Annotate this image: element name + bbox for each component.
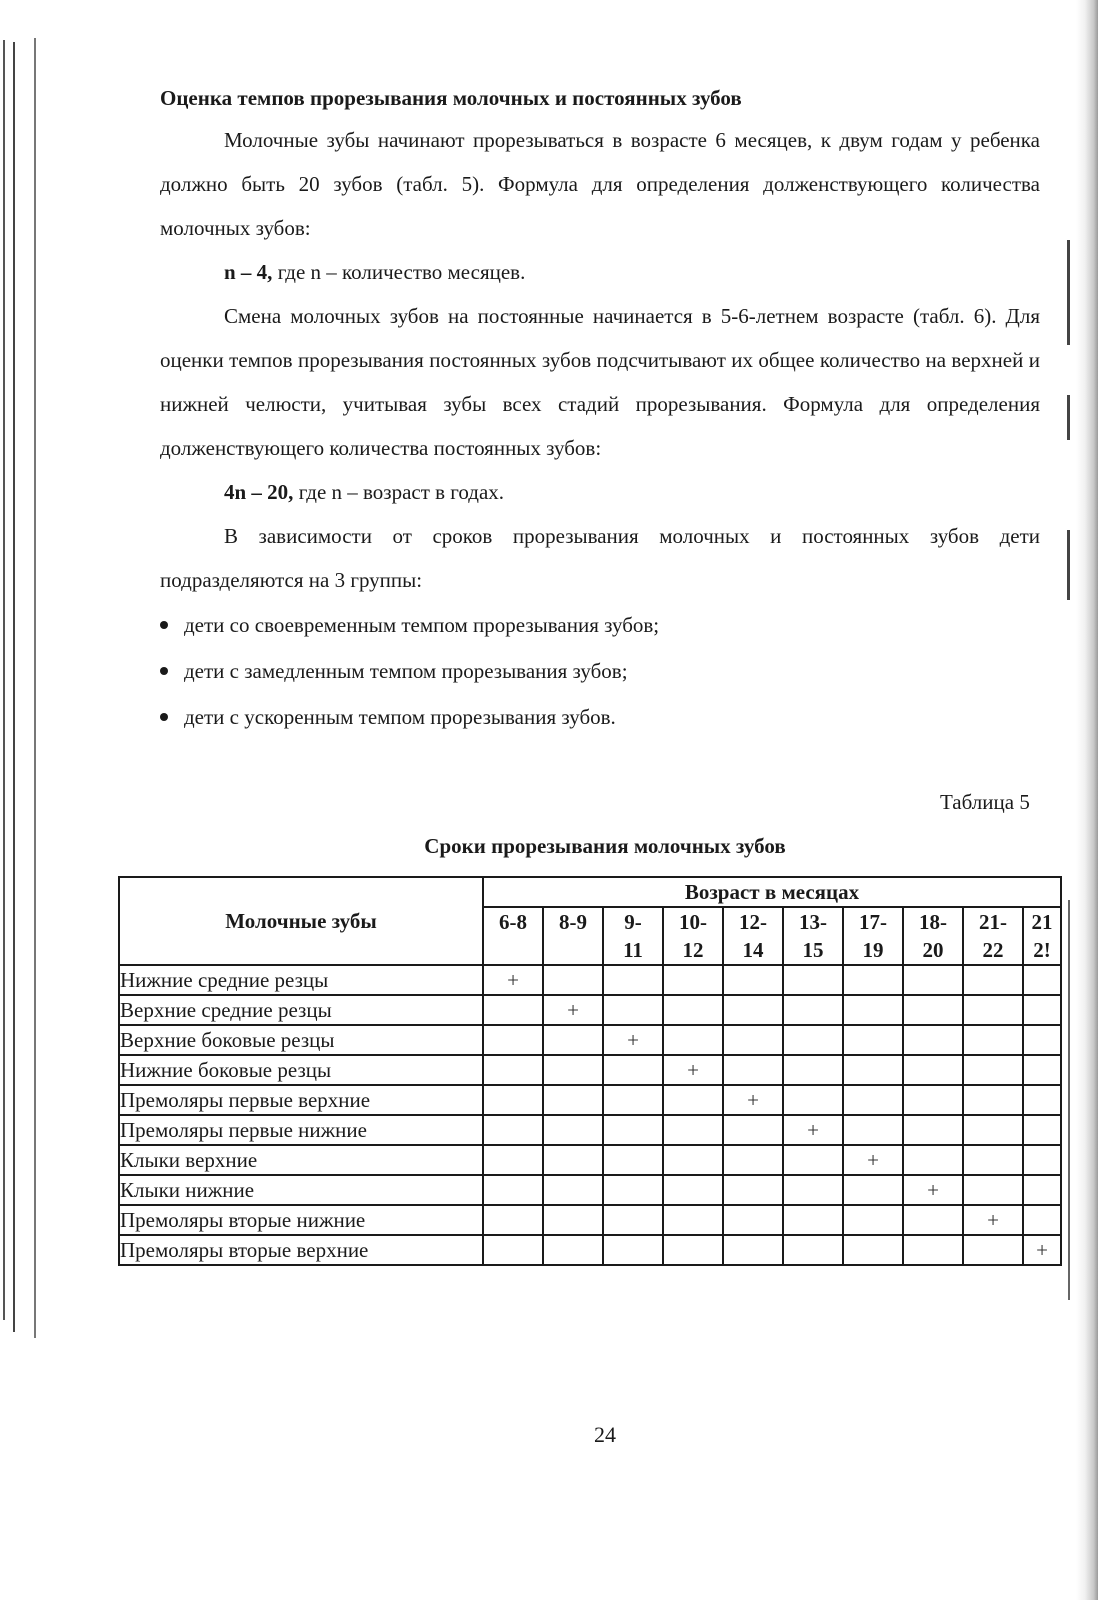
eruption-cell [903, 1205, 963, 1235]
eruption-cell [963, 1085, 1023, 1115]
eruption-cell [903, 1145, 963, 1175]
tooth-name: Премоляры первые нижние [119, 1115, 483, 1145]
age-range-end: 12 [682, 938, 704, 962]
eruption-cell [663, 1085, 723, 1115]
eruption-mark: + [843, 1145, 903, 1175]
eruption-cell [723, 1235, 783, 1265]
eruption-cell [663, 1145, 723, 1175]
age-range-end: 14 [742, 938, 764, 962]
paragraph-groups-intro: В зависимости от сроков прорезывания молочных и постоянных зубов дети подразделяются на 3 группы: [160, 524, 1040, 592]
eruption-mark: + [963, 1205, 1023, 1235]
table-row [119, 1235, 1061, 1265]
age-range-start: 18- [919, 910, 947, 934]
age-column-header [723, 907, 783, 965]
table-label: Таблица 5 [940, 790, 1030, 814]
eruption-mark: + [483, 965, 543, 995]
formula-milk-teeth [160, 250, 1040, 294]
tooth-name: Премоляры вторые нижние [119, 1205, 483, 1235]
tooth-name: Премоляры первые верхние [119, 1085, 483, 1115]
eruption-cell [783, 1085, 843, 1115]
eruption-cell [903, 1115, 963, 1145]
age-column-header [963, 907, 1023, 965]
age-range-start: 9- [624, 910, 642, 934]
eruption-cell [483, 1235, 543, 1265]
eruption-cell [723, 965, 783, 995]
eruption-cell [663, 965, 723, 995]
eruption-cell [663, 1115, 723, 1145]
eruption-cell [903, 995, 963, 1025]
eruption-cell [603, 1235, 663, 1265]
eruption-cell [663, 995, 723, 1025]
eruption-cell [843, 1205, 903, 1235]
eruption-cell [843, 1175, 903, 1205]
scan-right-shadow [1076, 0, 1098, 1600]
age-range-end: 15 [802, 938, 824, 962]
list-item: дети с замедленным темпом прорезывания зубов; [160, 648, 1040, 694]
eruption-cell [783, 1205, 843, 1235]
age-column-header [483, 907, 543, 965]
eruption-cell [903, 1025, 963, 1055]
eruption-cell [723, 1175, 783, 1205]
eruption-cell [1023, 1175, 1061, 1205]
table-row [119, 1055, 1061, 1085]
groups-list [160, 602, 1040, 740]
eruption-cell [843, 965, 903, 995]
eruption-cell [483, 1115, 543, 1145]
eruption-cell [663, 1205, 723, 1235]
eruption-cell [543, 1115, 603, 1145]
age-range-start: 6-8 [499, 910, 527, 934]
eruption-cell [723, 1025, 783, 1055]
formula-permanent-teeth [160, 470, 1040, 514]
age-group-header: Возраст в месяцах [483, 877, 1061, 907]
eruption-cell [1023, 1085, 1061, 1115]
eruption-mark: + [903, 1175, 963, 1205]
scan-edge-line [34, 38, 36, 1338]
eruption-cell [483, 1025, 543, 1055]
eruption-cell [543, 1055, 603, 1085]
eruption-cell [603, 995, 663, 1025]
eruption-cell [723, 1205, 783, 1235]
eruption-cell [843, 1025, 903, 1055]
list-item: дети с ускоренным темпом прорезывания зубов. [160, 694, 1040, 740]
table-row [119, 995, 1061, 1025]
page-body [160, 78, 1040, 740]
tooth-name: Нижние средние резцы [119, 965, 483, 995]
eruption-cell [1023, 1205, 1061, 1235]
tooth-name: Клыки нижние [119, 1175, 483, 1205]
formula-permanent-explanation: где n – возраст в годах. [293, 480, 505, 504]
eruption-cell [603, 1145, 663, 1175]
table-row [119, 1085, 1061, 1115]
age-range-end: 22 [982, 938, 1004, 962]
eruption-cell [663, 1025, 723, 1055]
scan-edge-line [13, 42, 15, 1332]
eruption-cell [723, 995, 783, 1025]
eruption-cell [843, 995, 903, 1025]
age-range-end: 11 [623, 938, 643, 962]
eruption-cell [483, 995, 543, 1025]
eruption-cell [543, 1205, 603, 1235]
tooth-name: Премоляры вторые верхние [119, 1235, 483, 1265]
eruption-cell [783, 995, 843, 1025]
eruption-cell [1023, 1115, 1061, 1145]
eruption-cell [783, 1235, 843, 1265]
age-column-header [783, 907, 843, 965]
formula-permanent-expression: 4n – 20, [224, 480, 294, 504]
eruption-table [118, 876, 1062, 1266]
eruption-cell [963, 1145, 1023, 1175]
age-range-start: 10- [679, 910, 707, 934]
table-row [119, 1175, 1061, 1205]
eruption-cell [603, 1175, 663, 1205]
eruption-cell [483, 1205, 543, 1235]
table-row [119, 1205, 1061, 1235]
age-range-start: 21- [979, 910, 1007, 934]
eruption-cell [843, 1055, 903, 1085]
scan-mark [1067, 395, 1070, 440]
table-title: Сроки прорезывания молочных зубов [424, 834, 786, 858]
eruption-cell [783, 1175, 843, 1205]
age-column-header [903, 907, 963, 965]
age-column-header [1023, 907, 1061, 965]
eruption-cell [1023, 965, 1061, 995]
eruption-cell [843, 1115, 903, 1145]
eruption-cell [963, 1025, 1023, 1055]
eruption-mark: + [603, 1025, 663, 1055]
table-body [119, 965, 1061, 1265]
eruption-cell [543, 1235, 603, 1265]
eruption-cell [483, 1055, 543, 1085]
age-range-start: 8-9 [559, 910, 587, 934]
age-range-end [544, 936, 602, 964]
page-number: 24 [594, 1422, 616, 1447]
eruption-cell [903, 965, 963, 995]
eruption-cell [963, 995, 1023, 1025]
eruption-mark: + [1023, 1235, 1061, 1265]
paragraph-permanent-teeth: Смена молочных зубов на постоянные начинается в 5-6-летнем возрасте (табл. 6). Для оценки темпов прорезывания постоянных зубов подсчитывают их общее количество на верхней и нижней челюсти, учитывая зубы всех стадий прорезывания. Формула для определения долженствующего количества постоянных зубов: [160, 304, 1040, 460]
eruption-cell [1023, 1145, 1061, 1175]
age-range-end: 2! [1033, 938, 1051, 962]
scan-mark [1068, 900, 1070, 1300]
age-range-start: 17- [859, 910, 887, 934]
eruption-cell [903, 1055, 963, 1085]
eruption-cell [1023, 1055, 1061, 1085]
age-range-start: 12- [739, 910, 767, 934]
eruption-mark: + [723, 1085, 783, 1115]
eruption-cell [783, 965, 843, 995]
eruption-cell [483, 1085, 543, 1115]
eruption-cell [603, 1055, 663, 1085]
eruption-cell [963, 1235, 1023, 1265]
eruption-cell [483, 1175, 543, 1205]
age-column-header [663, 907, 723, 965]
eruption-cell [723, 1145, 783, 1175]
eruption-cell [543, 1145, 603, 1175]
formula-milk-explanation: где n – количество месяцев. [272, 260, 526, 284]
table-row [119, 1025, 1061, 1055]
eruption-cell [903, 1085, 963, 1115]
eruption-cell [543, 1025, 603, 1055]
eruption-cell [963, 1055, 1023, 1085]
eruption-cell [963, 1175, 1023, 1205]
eruption-cell [663, 1175, 723, 1205]
tooth-name: Нижние боковые резцы [119, 1055, 483, 1085]
table-row [119, 1145, 1061, 1175]
list-item: дети со своевременным темпом прорезывания зубов; [160, 602, 1040, 648]
age-range-start: 21 [1031, 910, 1053, 934]
eruption-cell [723, 1055, 783, 1085]
eruption-mark: + [543, 995, 603, 1025]
eruption-cell [603, 965, 663, 995]
eruption-cell [1023, 1025, 1061, 1055]
eruption-cell [603, 1085, 663, 1115]
eruption-cell [783, 1145, 843, 1175]
corner-header: Молочные зубы [119, 877, 483, 965]
eruption-cell [783, 1025, 843, 1055]
age-range-start: 13- [799, 910, 827, 934]
eruption-mark: + [783, 1115, 843, 1145]
scan-edge-line [3, 40, 5, 1320]
eruption-mark: + [663, 1055, 723, 1085]
age-range-end [484, 936, 542, 964]
eruption-cell [483, 1145, 543, 1175]
eruption-cell [663, 1235, 723, 1265]
age-column-header [543, 907, 603, 965]
eruption-cell [963, 965, 1023, 995]
formula-milk-expression: n – 4, [224, 260, 273, 284]
tooth-name: Верхние средние резцы [119, 995, 483, 1025]
table-row [119, 1115, 1061, 1145]
section-heading: Оценка темпов прорезывания молочных и постоянных зубов [160, 86, 742, 110]
tooth-name: Верхние боковые резцы [119, 1025, 483, 1055]
paragraph-milk-teeth: Молочные зубы начинают прорезываться в возрасте 6 месяцев, к двум годам у ребенка должно быть 20 зубов (табл. 5). Формула для определения долженствующего количества молочных зубов: [160, 128, 1040, 240]
eruption-cell [843, 1085, 903, 1115]
eruption-cell [603, 1115, 663, 1145]
eruption-cell [723, 1115, 783, 1145]
tooth-name: Клыки верхние [119, 1145, 483, 1175]
eruption-cell [603, 1205, 663, 1235]
eruption-cell [543, 1085, 603, 1115]
eruption-cell [963, 1115, 1023, 1145]
age-column-header [843, 907, 903, 965]
age-range-end: 20 [922, 938, 944, 962]
eruption-cell [1023, 995, 1061, 1025]
age-column-header [603, 907, 663, 965]
age-range-end: 19 [862, 938, 884, 962]
eruption-cell [543, 965, 603, 995]
scan-mark [1067, 530, 1070, 600]
eruption-cell [783, 1055, 843, 1085]
scan-mark [1067, 240, 1070, 345]
eruption-cell [903, 1235, 963, 1265]
table-row [119, 965, 1061, 995]
eruption-cell [843, 1235, 903, 1265]
eruption-cell [543, 1175, 603, 1205]
